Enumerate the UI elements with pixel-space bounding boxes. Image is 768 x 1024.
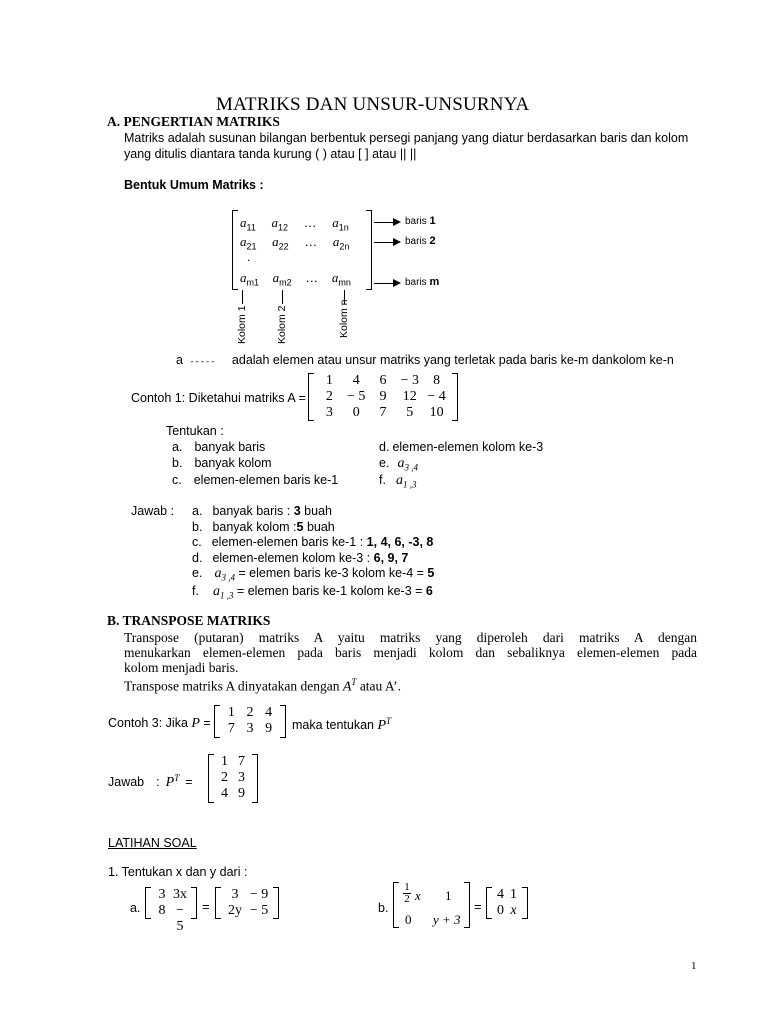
page-number: 1 [691, 960, 697, 972]
page-title: MATRIKS DAN UNSUR-UNSURNYA [216, 94, 530, 115]
arrow-baris-m [374, 283, 394, 284]
section-b-para-line2: menukarkan elemen-elemen pada baris menjadi kolom dan sebaliknya elemen-elemen pada [124, 645, 697, 660]
answer-b: b. banyak kolom :5 buah [192, 520, 335, 534]
baris-1-label: baris 1 [405, 215, 436, 227]
q1b-fraction: 1 2 [404, 881, 410, 905]
q1a-left-matrix: 3 3x 8 − 5 [145, 887, 197, 919]
general-matrix-row-m: $a_{m1}$ $a_{m2}$ … $a_{mn}$ [240, 270, 351, 288]
q1a-label: a. [130, 901, 141, 915]
section-a-heading: A. PENGERTIAN MATRIKS [107, 114, 280, 129]
jawab-label: Jawab : [131, 504, 175, 518]
baris-2-label: baris 2 [405, 235, 436, 247]
q1b-label: b. [378, 901, 389, 915]
section-a-para-line1: Matriks adalah susunan bilangan berbentuk persegi panjang yang diatur berdasarkan baris dan kolom [124, 131, 689, 145]
answer-c: c. elemen-elemen baris ke-1 : 1, 4, 6, -3, 8 [192, 535, 434, 549]
general-matrix-row-1: $a_{11}$ $a_{12}$ … $a_{1n}$ [240, 215, 349, 233]
arrow-baris-2 [374, 242, 394, 243]
tentukan-item-f: f. $a_{1 ,3}$ [379, 473, 417, 490]
q1a-right-matrix: 3 − 9 2y − 5 [215, 887, 279, 919]
answer-e: e. $a_{3 ,4}$ = elemen baris ke-3 kolom ke-4 = 5 [192, 566, 435, 583]
q1b-right-matrix: 4 1 0 x [486, 887, 528, 919]
answer-a: a. banyak baris : 3 buah [192, 504, 332, 518]
q1a-equals: = [202, 899, 210, 914]
section-b-para-line4: Transpose matriks A dinyatakan dengan $A^T$ atau A’. [124, 677, 402, 695]
section-b-para-line1: Transpose (putaran) matriks A yaitu matriks yang diperoleh dari matriks A dengan [124, 630, 697, 645]
contoh-1-label: Contoh 1: Diketahui matriks A = [131, 391, 306, 405]
section-a-para-line2: yang ditulis diantara tanda kurung ( ) atau [ ] atau || || [124, 147, 417, 161]
arrow-head-1 [393, 218, 401, 226]
element-description: a - - - - - adalah elemen atau unsur matriks yang terletak pada baris ke-m dankolom ke-n [176, 353, 674, 367]
section-b-para [124, 630, 697, 695]
tentukan-item-c: c. elemen-elemen baris ke-1 [172, 473, 339, 487]
arrow-head-2 [393, 238, 401, 246]
q1b-equals: = [474, 899, 482, 914]
contoh-3-matrix: 1 2 4 7 3 9 [214, 705, 286, 738]
tentukan-item-a: a. banyak baris [172, 440, 266, 454]
answer-f: f. $a_{1 ,3}$ = elemen baris ke-1 kolom ke-3 = 6 [192, 584, 433, 601]
bentuk-umum-label: Bentuk Umum Matriks : [124, 178, 264, 192]
contoh-3-label: Contoh 3: Jika P = [108, 716, 211, 731]
arrow-baris-1 [374, 222, 394, 223]
baris-m-label: baris m [405, 276, 440, 288]
tentukan-item-b: b. banyak kolom [172, 456, 272, 470]
arrow-head-m [393, 279, 401, 287]
latihan-soal-title: LATIHAN SOAL [108, 836, 197, 850]
tentukan-item-e: e. $a_{3 ,4}$ [379, 456, 418, 473]
general-matrix-dot: . [247, 250, 251, 264]
q1b-left-matrix: 1 2 x 1 0 y + 3 [393, 882, 470, 928]
contoh-3-jawab: Jawab : $P^T$ = [108, 773, 193, 791]
general-matrix-row-2: $a_{21}$ $a_{22}$ … $a_{2n}$ [240, 234, 350, 252]
q1b-x: x [415, 888, 421, 903]
general-matrix [232, 210, 372, 290]
latihan-question-1: 1. Tentukan x dan y dari : [108, 865, 248, 879]
kolom-1-tick [242, 290, 243, 304]
kolom-2-label: Kolom 2 [276, 305, 288, 344]
tentukan-item-d: d. elemen-elemen kolom ke-3 [379, 440, 544, 454]
transpose-answer-matrix: 1 7 2 3 4 9 [208, 754, 258, 803]
kolom-n-label: Kolom n [338, 299, 350, 338]
tentukan-label: Tentukan : [166, 424, 224, 438]
kolom-2-tick [282, 290, 283, 304]
maka-tentukan: maka tentukan $P^T$ [292, 716, 392, 734]
contoh-1-matrix: 1 4 6 − 3 8 2 − 5 9 12 − 4 3 0 7 5 10 [308, 373, 458, 421]
section-b-para-line3: kolom menjadi baris. [124, 660, 239, 675]
answer-d: d. elemen-elemen kolom ke-3 : 6, 9, 7 [192, 551, 409, 565]
section-b-heading: B. TRANSPOSE MATRIKS [107, 613, 271, 628]
kolom-1-label: Kolom 1 [236, 305, 248, 344]
